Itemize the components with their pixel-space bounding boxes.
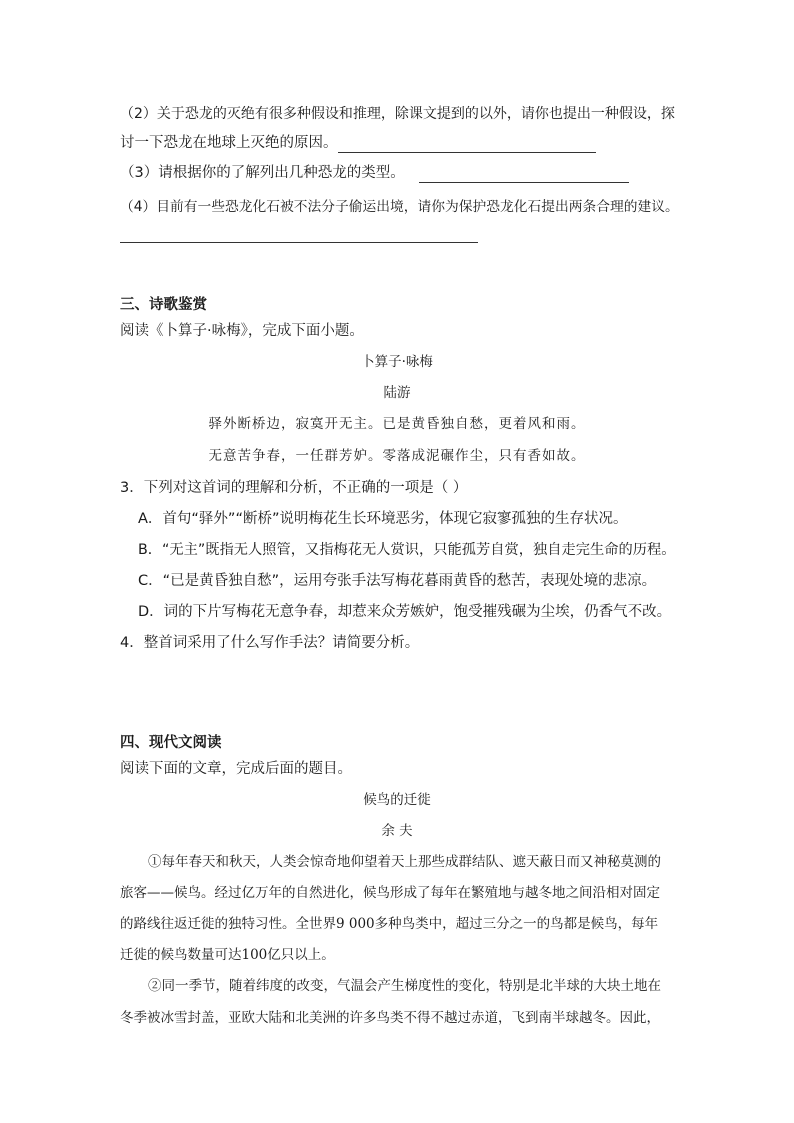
question-3-stem: 3．下列对这首词的理解和分析，不正确的一项是（ ）: [120, 480, 468, 496]
paragraph-2-line: 冬季被冰雪封盖，亚欧大陆和北美洲的许多鸟类不得不越过赤道，飞到南半球越冬。因此，: [120, 1010, 660, 1026]
poem-line: 驿外断桥边，寂寞开无主。已是黄昏独自愁，更着风和雨。: [208, 416, 586, 432]
option-a: A．首句“驿外”“断桥”说明梅花生长环境恶劣，体现它寂寥孤独的生存状况。: [138, 511, 628, 527]
paragraph-1-line: 的路线往返迁徙的独特习性。全世界9 000多种鸟类中，超过三分之一的鸟都是候鸟，每年: [120, 916, 659, 932]
paragraph-2-line: ②同一季节，随着纬度的改变，气温会产生梯度性的变化，特别是北半球的大块土地在: [148, 978, 661, 994]
question-4-stem: 4．整首词采用了什么写作手法？请简要分析。: [120, 635, 420, 651]
question-2-line-1: （2）关于恐龙的灭绝有很多种假设和推理，除课文提到的以外，请你也提出一种假设，探: [120, 106, 675, 122]
answer-blank[interactable]: [120, 242, 478, 243]
answer-blank[interactable]: [338, 136, 596, 153]
question-3-text: （3）请根据你的了解列出几种恐龙的类型。: [120, 165, 405, 181]
question-2-line-2: [120, 133, 596, 153]
option-d: D．词的下片写梅花无意争春，却惹来众芳嫉妒，饱受摧残碾为尘埃，仍香气不改。: [138, 604, 672, 620]
poem-title: 卜算子·咏梅: [361, 354, 433, 370]
option-b: B．“无主”既指无人照管，又指梅花无人赏识，只能孤芳自赏，独自走完生命的历程。: [138, 542, 676, 558]
section-heading-modern: 四、现代文阅读: [120, 735, 222, 751]
poem-author: 陆游: [383, 385, 411, 401]
question-4-line: （4）目前有一些恐龙化石被不法分子偷运出境，请你为保护恐龙化石提出两条合理的建议。: [120, 199, 679, 215]
paragraph-1-line: 旅客——候鸟。经过亿万年的自然进化，候鸟形成了每年在繁殖地与越冬地之间沿相对固定: [120, 885, 660, 901]
option-c: C．“已是黄昏独自愁”，运用夸张手法写梅花暮雨黄昏的愁苦，表现处境的悲凉。: [138, 573, 657, 589]
question-3-line: [120, 163, 629, 183]
poetry-intro: 阅读《卜算子·咏梅》，完成下面小题。: [120, 323, 364, 339]
paragraph-1-line: 迁徙的候鸟数量可达100亿只以上。: [120, 947, 335, 963]
poem-line: 无意苦争春，一任群芳妒。零落成泥碾作尘，只有香如故。: [208, 448, 586, 464]
question-2-text: 讨一下恐龙在地球上灭绝的原因。: [120, 135, 338, 151]
section-heading-poetry: 三、诗歌鉴赏: [120, 297, 207, 313]
article-author: 余 夫: [381, 823, 413, 839]
article-title: 候鸟的迁徙: [363, 792, 431, 808]
paragraph-1-line: ①每年春天和秋天，人类会惊奇地仰望着天上那些成群结队、遮天蔽日而又神秘莫测的: [148, 854, 661, 870]
answer-blank[interactable]: [419, 166, 629, 183]
modern-intro: 阅读下面的文章，完成后面的题目。: [120, 761, 352, 777]
